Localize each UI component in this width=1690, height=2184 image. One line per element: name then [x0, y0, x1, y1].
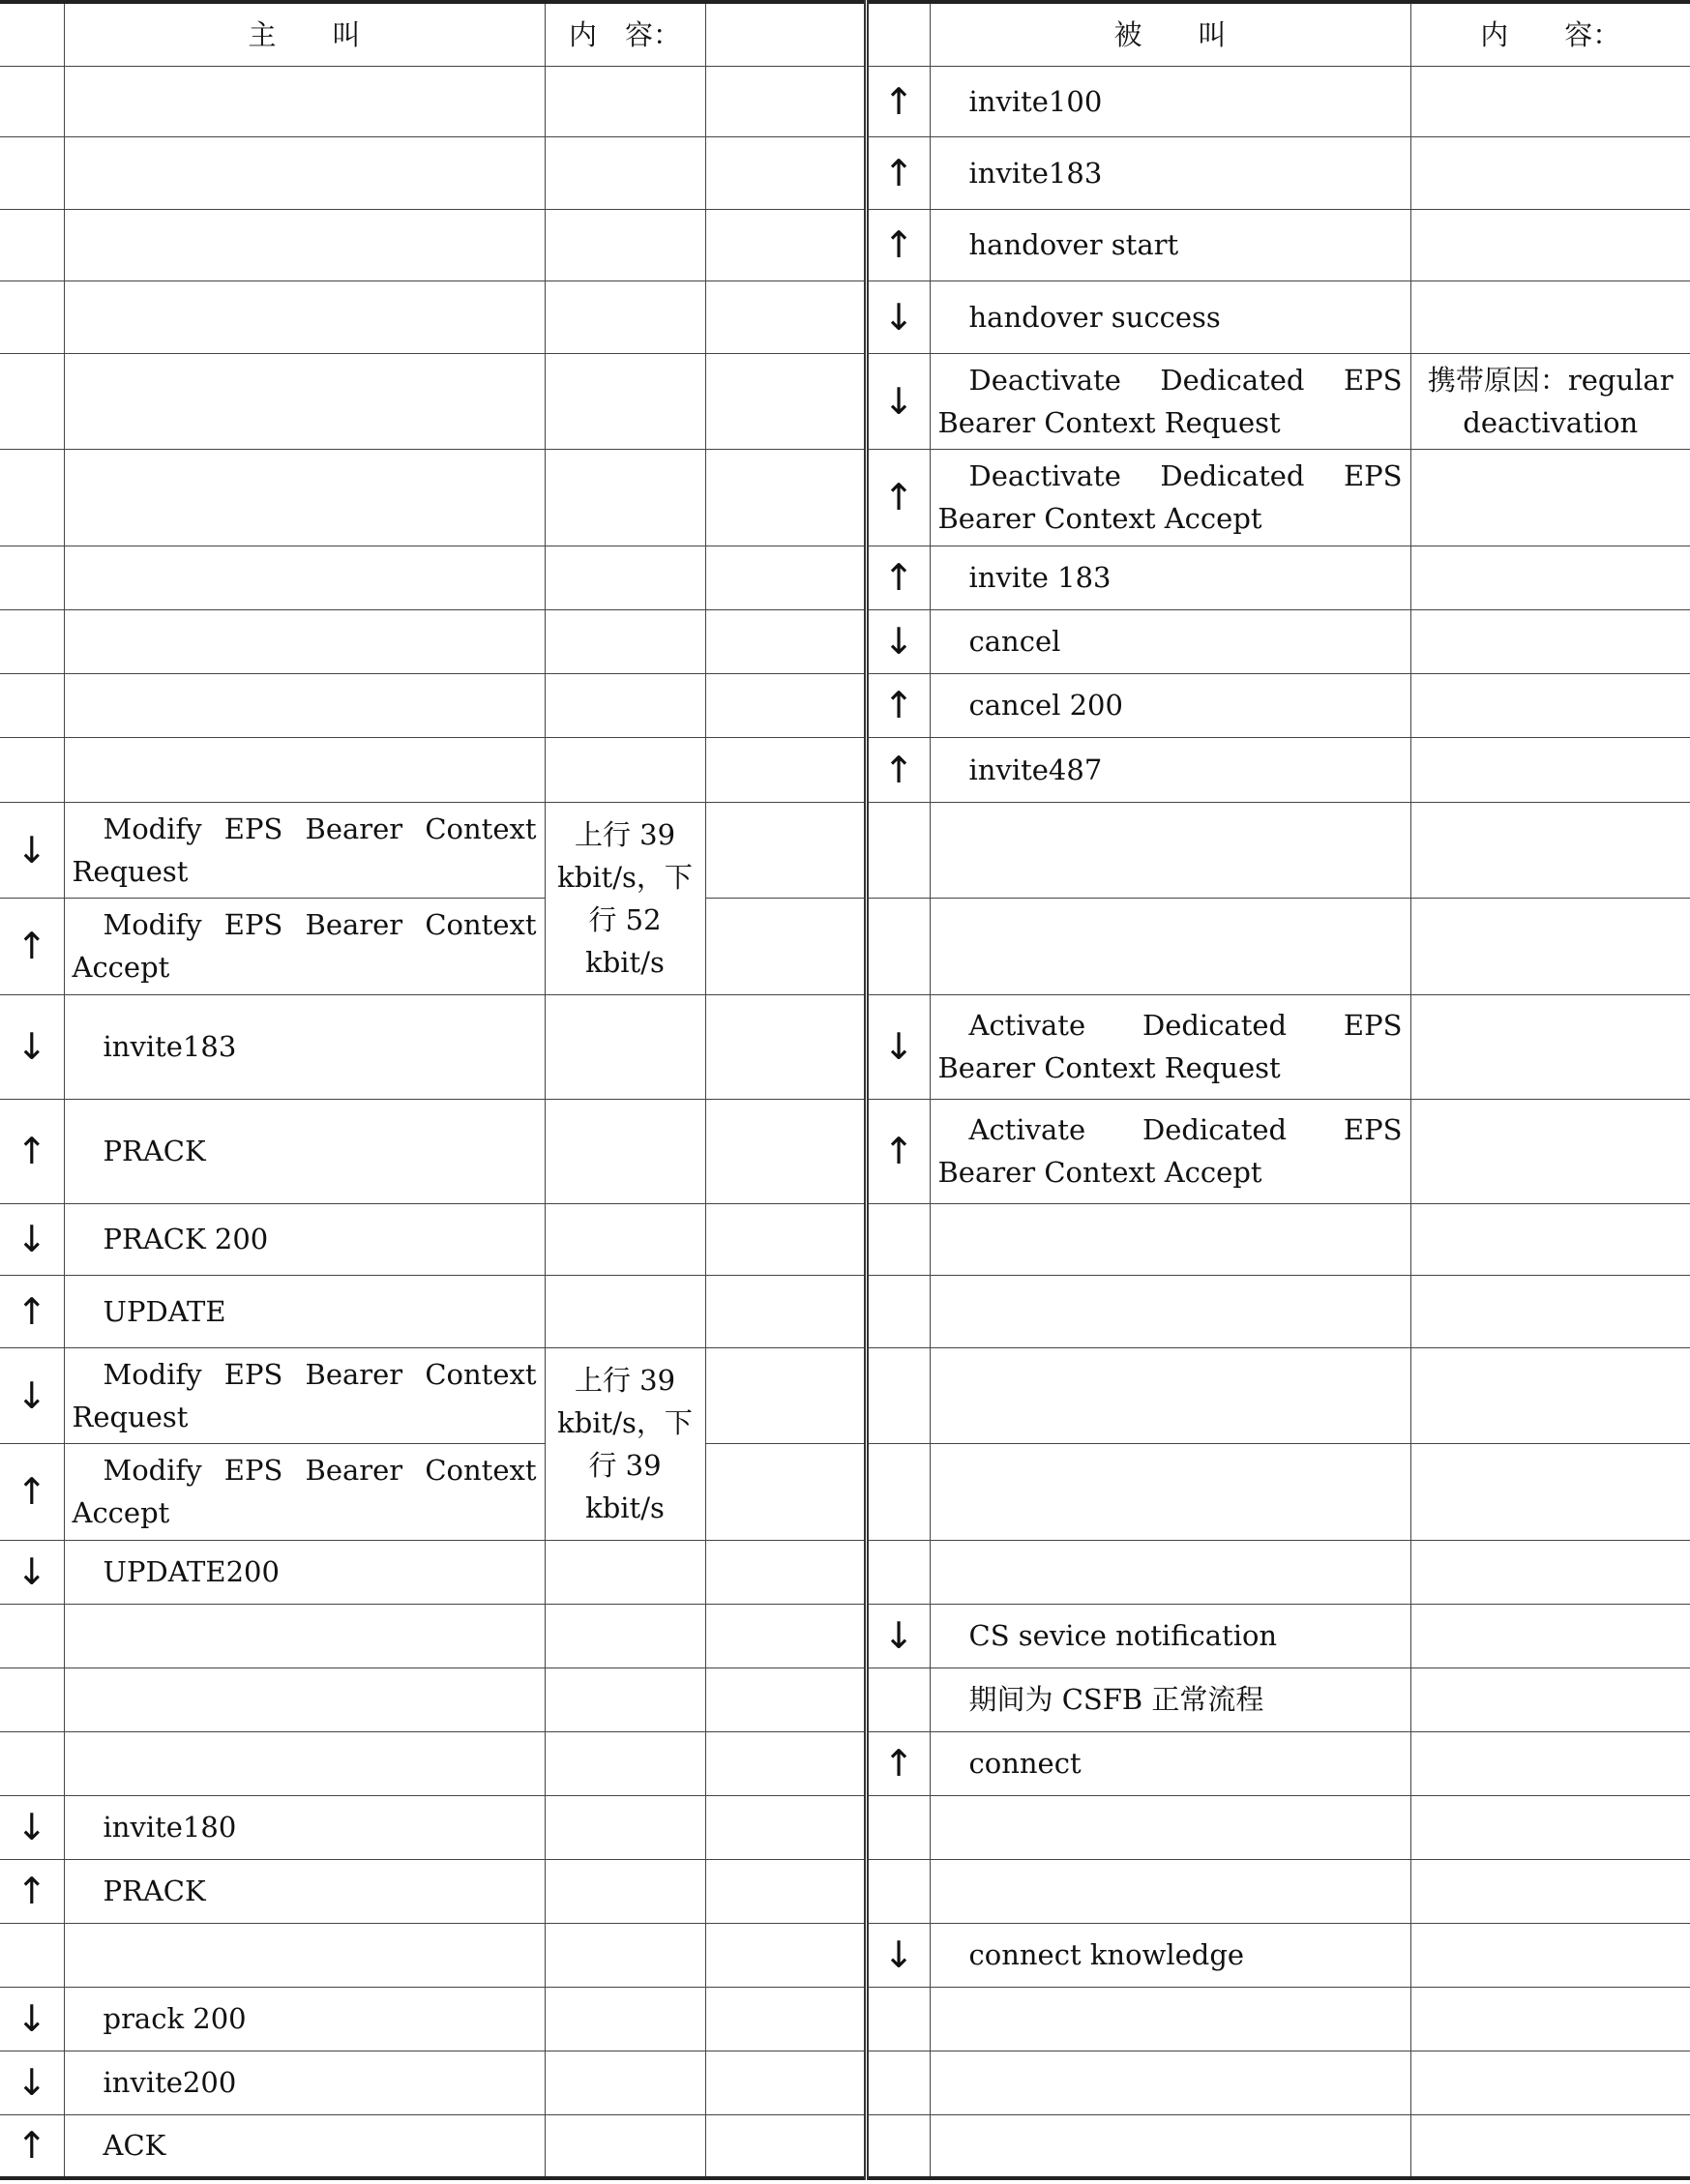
callee-content — [1410, 737, 1690, 802]
caller-content: 上行 39 kbit/s，下行 39 kbit/s — [545, 1347, 705, 1540]
table-row — [0, 1731, 1690, 1795]
callee-arrow: ↑ — [866, 737, 930, 802]
callee-message: invite183 — [930, 136, 1410, 209]
callee-content — [1410, 2051, 1690, 2114]
callee-content — [1410, 1275, 1690, 1347]
callee-arrow — [866, 898, 930, 994]
caller-content — [545, 1795, 705, 1859]
callee-content — [1410, 1443, 1690, 1540]
callee-content — [1410, 1203, 1690, 1275]
callee-content — [1410, 1859, 1690, 1923]
callee-message — [930, 1275, 1410, 1347]
callee-arrow: ↓ — [866, 353, 930, 449]
caller-extra — [705, 1443, 866, 1540]
table-row — [0, 1923, 1690, 1987]
callee-arrow — [866, 1668, 930, 1731]
callee-content — [1410, 994, 1690, 1099]
caller-message — [64, 1668, 545, 1731]
caller-message: UPDATE200 — [64, 1540, 545, 1604]
callee-content — [1410, 449, 1690, 546]
caller-content — [545, 994, 705, 1099]
caller-message: prack 200 — [64, 1987, 545, 2051]
caller-extra — [705, 737, 866, 802]
callee-message: CS sevice notification — [930, 1604, 1410, 1668]
callee-content: 携带原因：regular deactivation — [1410, 353, 1690, 449]
caller-arrow — [0, 1668, 64, 1731]
caller-arrow: ↓ — [0, 2051, 64, 2114]
callee-arrow — [866, 1203, 930, 1275]
caller-extra — [705, 898, 866, 994]
callee-arrow — [866, 1987, 930, 2051]
callee-message — [930, 802, 1410, 898]
callee-arrow — [866, 1347, 930, 1443]
caller-extra — [705, 673, 866, 737]
callee-message — [930, 1987, 1410, 2051]
callee-message — [930, 2051, 1410, 2114]
header-callee-content: 内 容： — [1410, 2, 1690, 66]
caller-content — [545, 546, 705, 609]
caller-content — [545, 1540, 705, 1604]
callee-content — [1410, 280, 1690, 353]
table-row — [0, 994, 1690, 1099]
table-row — [0, 1443, 1690, 1540]
callee-content — [1410, 1347, 1690, 1443]
callee-content — [1410, 136, 1690, 209]
table-row — [0, 1347, 1690, 1443]
header-callee-title: 被 叫 — [930, 2, 1410, 66]
caller-arrow — [0, 353, 64, 449]
callee-arrow: ↑ — [866, 546, 930, 609]
caller-arrow: ↑ — [0, 1859, 64, 1923]
caller-extra — [705, 449, 866, 546]
caller-content — [545, 280, 705, 353]
caller-arrow: ↓ — [0, 1540, 64, 1604]
caller-content — [545, 209, 705, 280]
callee-arrow: ↓ — [866, 994, 930, 1099]
caller-message — [64, 609, 545, 673]
callee-arrow: ↓ — [866, 1923, 930, 1987]
callee-arrow — [866, 1443, 930, 1540]
caller-arrow — [0, 449, 64, 546]
callee-arrow — [866, 1795, 930, 1859]
callee-content — [1410, 1099, 1690, 1203]
caller-content — [545, 1275, 705, 1347]
caller-extra — [705, 1540, 866, 1604]
callee-content — [1410, 1987, 1690, 2051]
caller-extra — [705, 136, 866, 209]
caller-content — [545, 2114, 705, 2178]
caller-message: ACK — [64, 2114, 545, 2178]
callee-message — [930, 1859, 1410, 1923]
caller-arrow: ↓ — [0, 994, 64, 1099]
caller-extra — [705, 1275, 866, 1347]
caller-content — [545, 1604, 705, 1668]
caller-arrow — [0, 609, 64, 673]
callee-content — [1410, 209, 1690, 280]
caller-extra — [705, 66, 866, 136]
caller-message — [64, 449, 545, 546]
callee-message: handover start — [930, 209, 1410, 280]
caller-arrow — [0, 66, 64, 136]
caller-arrow — [0, 280, 64, 353]
table-row — [0, 802, 1690, 898]
caller-message — [64, 353, 545, 449]
caller-message: invite200 — [64, 2051, 545, 2114]
caller-extra — [705, 1604, 866, 1668]
callee-content — [1410, 66, 1690, 136]
caller-arrow — [0, 1731, 64, 1795]
header-row — [0, 2, 1690, 66]
caller-arrow: ↓ — [0, 1347, 64, 1443]
callee-message: handover success — [930, 280, 1410, 353]
table-row — [0, 1099, 1690, 1203]
callee-message: Deactivate Dedicated EPS Bearer Context Request — [930, 353, 1410, 449]
caller-content — [545, 136, 705, 209]
caller-content — [545, 609, 705, 673]
caller-message: Modify EPS Bearer Context Accept — [64, 1443, 545, 1540]
caller-extra — [705, 1668, 866, 1731]
caller-arrow — [0, 209, 64, 280]
caller-message: PRACK — [64, 1099, 545, 1203]
header-caller-content: 内 容： — [545, 2, 705, 66]
callee-arrow: ↓ — [866, 280, 930, 353]
callee-message: cancel — [930, 609, 1410, 673]
caller-content — [545, 1668, 705, 1731]
table-row — [0, 1859, 1690, 1923]
callee-message: invite100 — [930, 66, 1410, 136]
caller-extra — [705, 1795, 866, 1859]
header-callee-arrow-col — [866, 2, 930, 66]
table-row — [0, 737, 1690, 802]
callee-message — [930, 1795, 1410, 1859]
caller-arrow — [0, 1923, 64, 1987]
table-row — [0, 1540, 1690, 1604]
caller-extra — [705, 546, 866, 609]
callee-message — [930, 1347, 1410, 1443]
caller-message: UPDATE — [64, 1275, 545, 1347]
callee-message: connect — [930, 1731, 1410, 1795]
callee-arrow: ↑ — [866, 136, 930, 209]
caller-extra — [705, 209, 866, 280]
table-row — [0, 1203, 1690, 1275]
callee-content — [1410, 1540, 1690, 1604]
caller-content — [545, 1731, 705, 1795]
callee-arrow: ↑ — [866, 209, 930, 280]
caller-message — [64, 1923, 545, 1987]
table-row — [0, 2114, 1690, 2178]
caller-content — [545, 2051, 705, 2114]
caller-message: Modify EPS Bearer Context Request — [64, 802, 545, 898]
callee-content — [1410, 898, 1690, 994]
caller-arrow — [0, 673, 64, 737]
caller-arrow: ↑ — [0, 2114, 64, 2178]
header-caller-title: 主 叫 — [64, 2, 545, 66]
table-row — [0, 1668, 1690, 1731]
caller-content — [545, 673, 705, 737]
callee-message: Deactivate Dedicated EPS Bearer Context Accept — [930, 449, 1410, 546]
caller-extra — [705, 280, 866, 353]
caller-message — [64, 66, 545, 136]
callee-arrow — [866, 1540, 930, 1604]
table-row — [0, 449, 1690, 546]
caller-extra — [705, 1203, 866, 1275]
table-row — [0, 280, 1690, 353]
caller-extra — [705, 2051, 866, 2114]
callee-message: 期间为 CSFB 正常流程 — [930, 1668, 1410, 1731]
caller-extra — [705, 609, 866, 673]
table-row — [0, 209, 1690, 280]
caller-arrow: ↓ — [0, 802, 64, 898]
caller-extra — [705, 1731, 866, 1795]
callee-arrow — [866, 802, 930, 898]
callee-message: cancel 200 — [930, 673, 1410, 737]
callee-arrow — [866, 1275, 930, 1347]
caller-arrow: ↑ — [0, 1275, 64, 1347]
caller-content — [545, 1987, 705, 2051]
caller-arrow: ↑ — [0, 1443, 64, 1540]
table-row — [0, 66, 1690, 136]
callee-arrow: ↓ — [866, 1604, 930, 1668]
caller-extra — [705, 994, 866, 1099]
callee-message: Activate Dedicated EPS Bearer Context Accept — [930, 1099, 1410, 1203]
caller-content — [545, 66, 705, 136]
caller-arrow: ↑ — [0, 1099, 64, 1203]
caller-arrow: ↓ — [0, 1795, 64, 1859]
table-row — [0, 353, 1690, 449]
table-row — [0, 1795, 1690, 1859]
callee-content — [1410, 1923, 1690, 1987]
caller-extra — [705, 1099, 866, 1203]
callee-message: invite 183 — [930, 546, 1410, 609]
callee-content — [1410, 1604, 1690, 1668]
callee-message — [930, 1203, 1410, 1275]
caller-extra — [705, 1859, 866, 1923]
callee-content — [1410, 802, 1690, 898]
table-row — [0, 673, 1690, 737]
caller-content — [545, 1859, 705, 1923]
callee-arrow — [866, 2114, 930, 2178]
callee-arrow: ↑ — [866, 449, 930, 546]
header-caller-extra — [705, 2, 866, 66]
caller-arrow: ↑ — [0, 898, 64, 994]
caller-message — [64, 546, 545, 609]
callee-message — [930, 1540, 1410, 1604]
caller-arrow — [0, 136, 64, 209]
table-row — [0, 1275, 1690, 1347]
callee-content — [1410, 1731, 1690, 1795]
callee-message — [930, 898, 1410, 994]
caller-content — [545, 1203, 705, 1275]
table-row — [0, 1987, 1690, 2051]
caller-message — [64, 209, 545, 280]
caller-arrow — [0, 546, 64, 609]
table-row — [0, 1604, 1690, 1668]
caller-message: Modify EPS Bearer Context Request — [64, 1347, 545, 1443]
callee-arrow: ↑ — [866, 1099, 930, 1203]
caller-arrow: ↓ — [0, 1203, 64, 1275]
callee-arrow: ↑ — [866, 66, 930, 136]
callee-message: Activate Dedicated EPS Bearer Context Request — [930, 994, 1410, 1099]
caller-arrow — [0, 1604, 64, 1668]
callee-arrow — [866, 1859, 930, 1923]
callee-content — [1410, 546, 1690, 609]
header-caller-arrow-col — [0, 2, 64, 66]
caller-extra — [705, 353, 866, 449]
caller-extra — [705, 802, 866, 898]
caller-arrow — [0, 737, 64, 802]
callee-message: invite487 — [930, 737, 1410, 802]
caller-content: 上行 39 kbit/s，下行 52 kbit/s — [545, 802, 705, 994]
caller-message: invite183 — [64, 994, 545, 1099]
caller-message — [64, 673, 545, 737]
caller-message — [64, 737, 545, 802]
table-row — [0, 2051, 1690, 2114]
caller-extra — [705, 1923, 866, 1987]
caller-message: PRACK — [64, 1859, 545, 1923]
caller-extra — [705, 1987, 866, 2051]
caller-extra — [705, 1347, 866, 1443]
callee-content — [1410, 1795, 1690, 1859]
caller-message: Modify EPS Bearer Context Accept — [64, 898, 545, 994]
callee-arrow: ↑ — [866, 1731, 930, 1795]
caller-content — [545, 1099, 705, 1203]
caller-content — [545, 449, 705, 546]
callee-content — [1410, 609, 1690, 673]
callee-arrow: ↑ — [866, 673, 930, 737]
caller-arrow: ↓ — [0, 1987, 64, 2051]
table-row — [0, 609, 1690, 673]
caller-message — [64, 1604, 545, 1668]
callee-message — [930, 1443, 1410, 1540]
callee-arrow — [866, 2051, 930, 2114]
callee-message: connect knowledge — [930, 1923, 1410, 1987]
table-row — [0, 546, 1690, 609]
caller-message: PRACK 200 — [64, 1203, 545, 1275]
table-row — [0, 898, 1690, 994]
caller-message — [64, 1731, 545, 1795]
caller-message: invite180 — [64, 1795, 545, 1859]
caller-extra — [705, 2114, 866, 2178]
caller-content — [545, 737, 705, 802]
callee-content — [1410, 1668, 1690, 1731]
caller-message — [64, 136, 545, 209]
callee-arrow: ↓ — [866, 609, 930, 673]
callee-message — [930, 2114, 1410, 2178]
caller-content — [545, 1923, 705, 1987]
caller-message — [64, 280, 545, 353]
callee-content — [1410, 2114, 1690, 2178]
callee-content — [1410, 673, 1690, 737]
table-row — [0, 136, 1690, 209]
caller-content — [545, 353, 705, 449]
